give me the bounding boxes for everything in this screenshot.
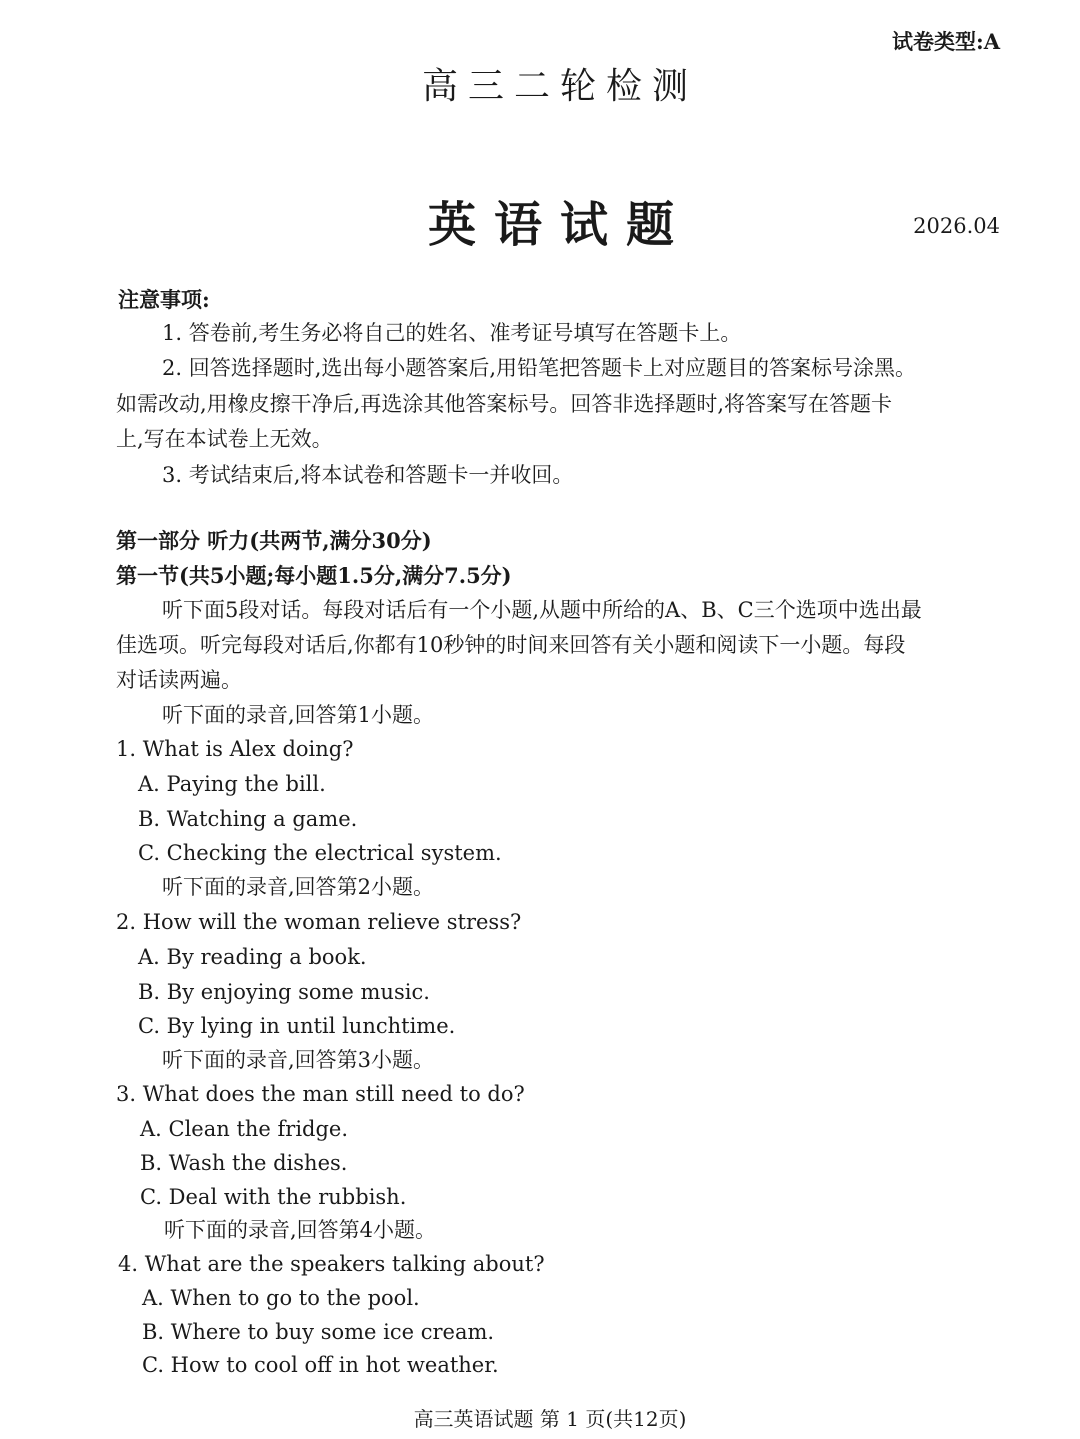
- question-4: 4. What are the speakers talking about?: [118, 1252, 545, 1276]
- notice-item-3: 3. 考试结束后,将本试卷和答题卡一并收回。: [162, 463, 574, 487]
- option-b: B. Watching a game.: [138, 807, 358, 831]
- notice-heading: 注意事项:: [118, 287, 210, 312]
- option-c: C. Deal with the rubbish.: [140, 1185, 407, 1209]
- option-b: B. Where to buy some ice cream.: [142, 1320, 495, 1344]
- instructions-line-3: 对话读两遍。: [116, 668, 242, 692]
- page-title: 英语试题: [427, 197, 692, 253]
- notice-item-1: 1. 答卷前,考生务必将自己的姓名、准考证号填写在答题卡上。: [162, 321, 742, 345]
- option-c: C. Checking the electrical system.: [138, 841, 502, 865]
- option-c: C. By lying in until lunchtime.: [138, 1014, 456, 1038]
- listening-prompt: 听下面的录音,回答第2小题。: [162, 875, 435, 899]
- instructions-line-2: 佳选项。听完每段对话后,你都有10秒钟的时间来回答有关小题和阅读下一小题。每段: [116, 633, 906, 657]
- option-c: C. How to cool off in hot weather.: [142, 1353, 499, 1377]
- option-b: B. Wash the dishes.: [140, 1151, 348, 1175]
- page-footer: 高三英语试题 第 1 页(共12页): [413, 1407, 687, 1431]
- part1-heading: 第一部分 听力(共两节,满分30分): [116, 528, 432, 553]
- question-1: 1. What is Alex doing?: [116, 737, 354, 761]
- instructions-line-1: 听下面5段对话。每段对话后有一个小题,从题中所给的A、B、C三个选项中选出最: [162, 598, 922, 622]
- notice-item-2-line-1: 2. 回答选择题时,选出每小题答案后,用铅笔把答题卡上对应题目的答案标号涂黑。: [162, 356, 917, 380]
- section1-heading: 第一节(共5小题;每小题1.5分,满分7.5分): [116, 563, 512, 588]
- listening-prompt: 听下面的录音,回答第3小题。: [162, 1048, 435, 1072]
- exam-name: 高三二轮检测: [421, 66, 698, 107]
- listening-prompt: 听下面的录音,回答第1小题。: [162, 703, 435, 727]
- exam-date: 2026.04: [913, 214, 1000, 238]
- notice-item-2-line-3: 上,写在本试卷上无效。: [116, 427, 333, 451]
- option-a: A. Paying the bill.: [138, 772, 326, 796]
- listening-prompt: 听下面的录音,回答第4小题。: [164, 1218, 437, 1242]
- notice-item-2-line-2: 如需改动,用橡皮擦干净后,再选涂其他答案标号。回答非选择题时,将答案写在答题卡: [116, 392, 893, 416]
- option-a: A. Clean the fridge.: [140, 1117, 349, 1141]
- option-b: B. By enjoying some music.: [138, 980, 430, 1004]
- option-a: A. By reading a book.: [138, 945, 367, 969]
- question-3: 3. What does the man still need to do?: [116, 1082, 525, 1106]
- paper-type-label: 试卷类型:A: [891, 29, 1000, 54]
- question-2: 2. How will the woman relieve stress?: [116, 910, 522, 934]
- option-a: A. When to go to the pool.: [142, 1286, 420, 1310]
